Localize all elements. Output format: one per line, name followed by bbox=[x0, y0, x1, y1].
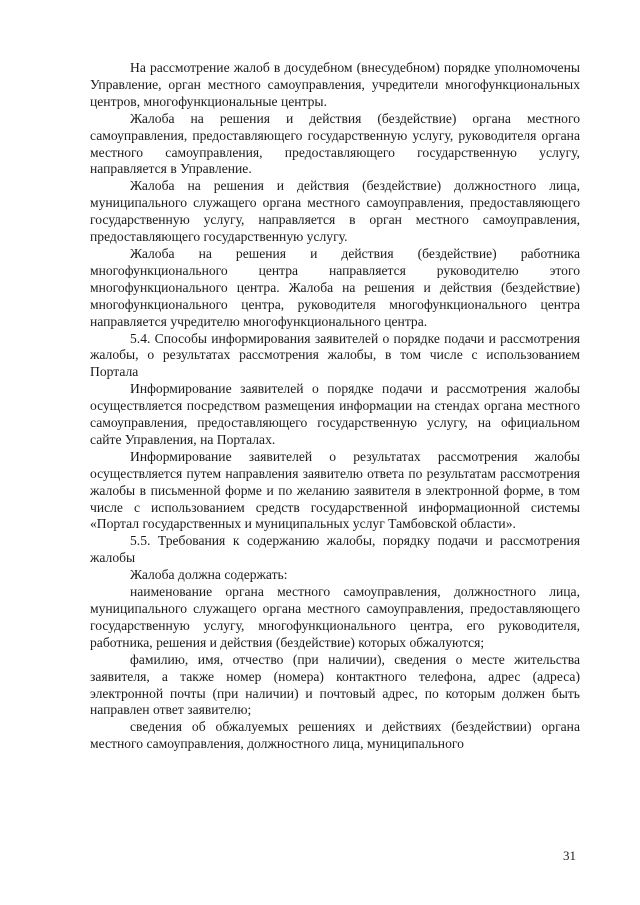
paragraph: Информирование заявителей о порядке подачи и рассмотрения жалобы осуществляется посредством размещения информации на стендах органа местного самоуправления, предоставляющего государственную услугу, на официальном сайте Управления, на Порталах. bbox=[90, 381, 580, 447]
document-body bbox=[90, 60, 580, 753]
paragraph: Информирование заявителей о результатах рассмотрения жалобы осуществляется путем направления заявителю ответа по результатам рассмотрения жалобы в письменной форме и по желанию заявителя в электронной форме, в том числе с использованием средств государственной информационной системы «Портал государственных и муниципальных услуг Тамбовской области». bbox=[90, 448, 580, 532]
list-item: фамилию, имя, отчество (при наличии), сведения о месте жительства заявителя, а также номер (номера) контактного телефона, адрес (адреса) электронной почты (при наличии) и почтовый адрес, по которым должен быть направлен ответ заявителю; bbox=[90, 651, 580, 718]
paragraph: Жалоба на решения и действия (бездействие) органа местного самоуправления, предоставляющего государственную услугу, руководителя органа местного самоуправления, предоставляющего государственную услугу, направляется в Управление. bbox=[90, 110, 580, 177]
list-item: сведения об обжалуемых решениях и действиях (бездействии) органа местного самоуправления, должностного лица, муниципального bbox=[90, 719, 580, 752]
paragraph: Жалоба на решения и действия (бездействие) должностного лица, муниципального служащего органа местного самоуправления, предоставляющего государственную услугу, направляется в орган местного самоуправления, предоставляющего государственную услугу. bbox=[90, 178, 580, 245]
paragraph: Жалоба на решения и действия (бездействие) работника многофункционального центра направляется руководителю этого многофункционального центра. Жалоба на решения и действия (бездействие) многофункционального центра, руководителя многофункционального центра направляется учредителю многофункционального центра. bbox=[90, 245, 580, 329]
section-heading: 5.5. Требования к содержанию жалобы, порядку подачи и рассмотрения жалобы bbox=[90, 533, 580, 566]
paragraph: На рассмотрение жалоб в досудебном (внесудебном) порядке уполномочены Управление, орган местного самоуправления, учредители многофункциональных центров, многофункциональные центры. bbox=[90, 60, 580, 109]
list-item: наименование органа местного самоуправления, должностного лица, муниципального служащего органа местного самоуправления, предоставляющего государственную услугу, многофункционального центра, его руководителя, работника, решения и действия (бездействие) которых обжалуются; bbox=[90, 584, 580, 650]
page-number: 31 bbox=[563, 848, 576, 863]
section-heading: 5.4. Способы информирования заявителей о порядке подачи и рассмотрения жалобы, о результатах рассмотрения жалобы, в том числе с использованием Портала bbox=[90, 330, 580, 380]
paragraph: Жалоба должна содержать: bbox=[130, 567, 288, 583]
